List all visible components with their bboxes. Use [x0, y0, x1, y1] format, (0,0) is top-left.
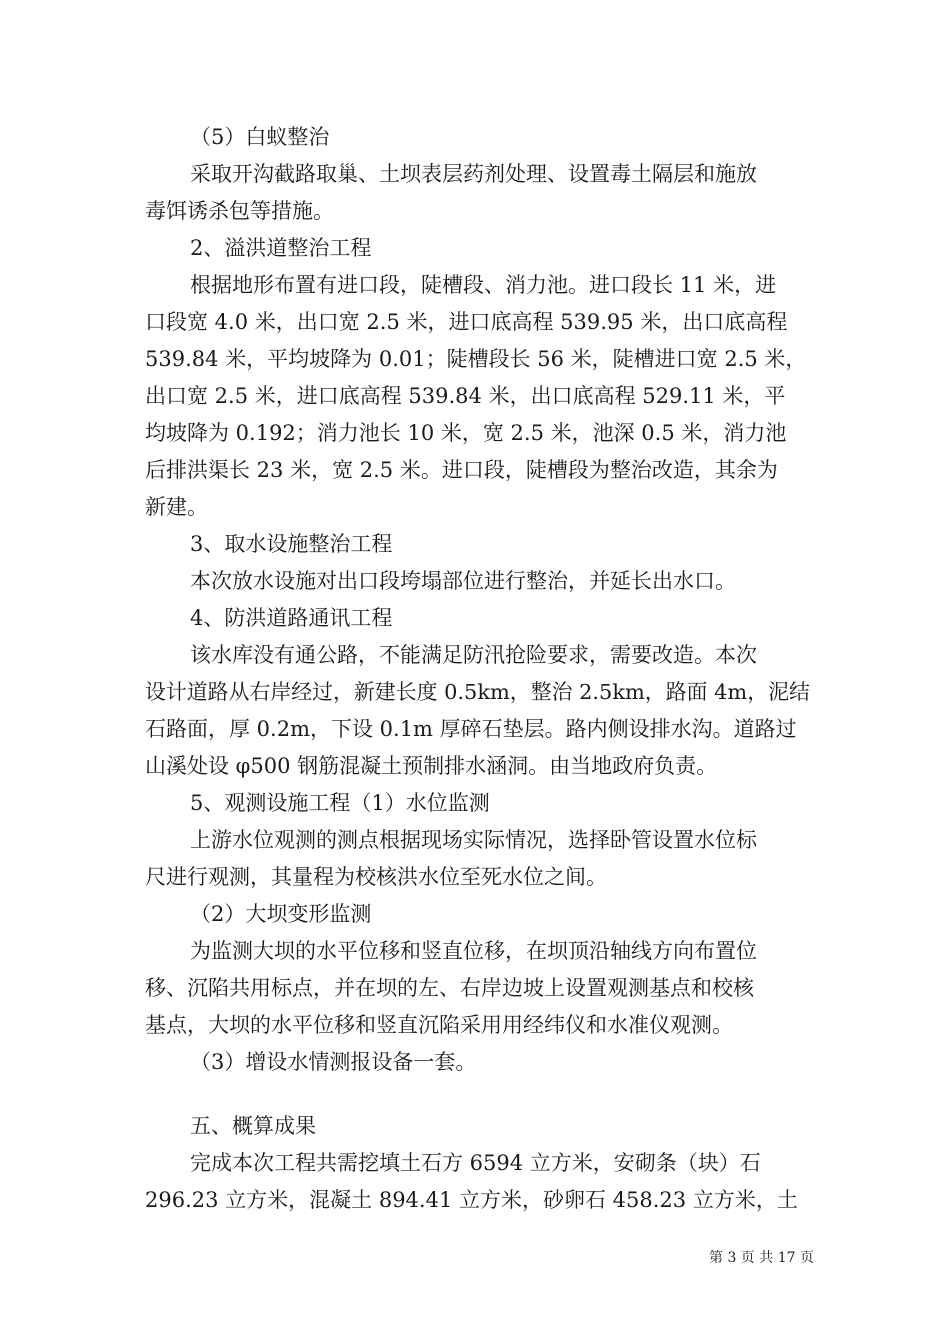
page-number-footer: 第 3 页 共 17 页	[709, 1250, 814, 1266]
paragraph-line: 口段宽 4.0 米，出口宽 2.5 米，进口底高程 539.95 米，出口底高程	[145, 310, 788, 334]
paragraph-line: 设计道路从右岸经过，新建长度 0.5km，整治 2.5km，路面 4m，泥结	[145, 680, 810, 704]
paragraph-line: 均坡降为 0.192；消力池长 10 米，宽 2.5 米，池深 0.5 米，消力池	[145, 421, 787, 445]
paragraph-line: 296.23 立方米，混凝土 894.41 立方米，砂卵石 458.23 立方米，土	[145, 1188, 798, 1212]
paragraph-line: 根据地形布置有进口段，陡槽段、消力池。进口段长 11 米，进	[190, 273, 777, 297]
subheading-termite: （5）白蚁整治	[190, 125, 330, 149]
paragraph-line: 完成本次工程共需挖填土石方 6594 立方米，安砌条（块）石	[190, 1151, 761, 1175]
subheading-spillway: 2、溢洪道整治工程	[190, 236, 372, 260]
paragraph-line: 该水库没有通公路，不能满足防汛抢险要求，需要改造。本次	[190, 643, 757, 667]
subheading-road: 4、防洪道路通讯工程	[190, 606, 393, 630]
paragraph-line: 本次放水设施对出口段垮塌部位进行整治，并延长出水口。	[190, 569, 736, 593]
paragraph-line: 移、沉陷共用标点，并在坝的左、右岸边坡上设置观测基点和校核	[145, 976, 754, 1000]
paragraph-line: 基点，大坝的水平位移和竖直沉陷采用用经纬仪和水准仪观测。	[145, 1013, 733, 1037]
section-heading-estimate: 五、概算成果	[190, 1114, 316, 1138]
paragraph-line: 上游水位观测的测点根据现场实际情况，选择卧管设置水位标	[190, 828, 757, 852]
subheading-intake: 3、取水设施整治工程	[190, 532, 393, 556]
paragraph-line: 尺进行观测，其量程为校核洪水位至死水位之间。	[145, 865, 607, 889]
paragraph-line: 出口宽 2.5 米，进口底高程 539.84 米，出口底高程 529.11 米，平	[145, 384, 786, 408]
paragraph-line: 后排洪渠长 23 米，宽 2.5 米。进口段，陡槽段为整治改造，其余为	[145, 458, 778, 482]
paragraph-line: 新建。	[145, 495, 208, 519]
paragraph-line: （3）增设水情测报设备一套。	[190, 1050, 477, 1074]
paragraph-line: 为监测大坝的水平位移和竖直位移，在坝顶沿轴线方向布置位	[190, 939, 757, 963]
subheading-monitoring: 5、观测设施工程（1）水位监测	[190, 791, 490, 815]
paragraph-line: 539.84 米，平均坡降为 0.01；陡槽段长 56 米，陡槽进口宽 2.5 米，	[145, 347, 807, 371]
paragraph-line: 毒饵诱杀包等措施。	[145, 199, 334, 223]
paragraph-line: 山溪处设 φ500 钢筋混凝土预制排水涵洞。由当地政府负责。	[145, 754, 718, 778]
paragraph-line: 石路面，厚 0.2m，下设 0.1m 厚碎石垫层。路内侧设排水沟。道路过	[145, 717, 797, 741]
subheading-deformation: （2）大坝变形监测	[190, 902, 372, 926]
paragraph-line: 采取开沟截路取巢、土坝表层药剂处理、设置毒土隔层和施放	[190, 162, 757, 186]
